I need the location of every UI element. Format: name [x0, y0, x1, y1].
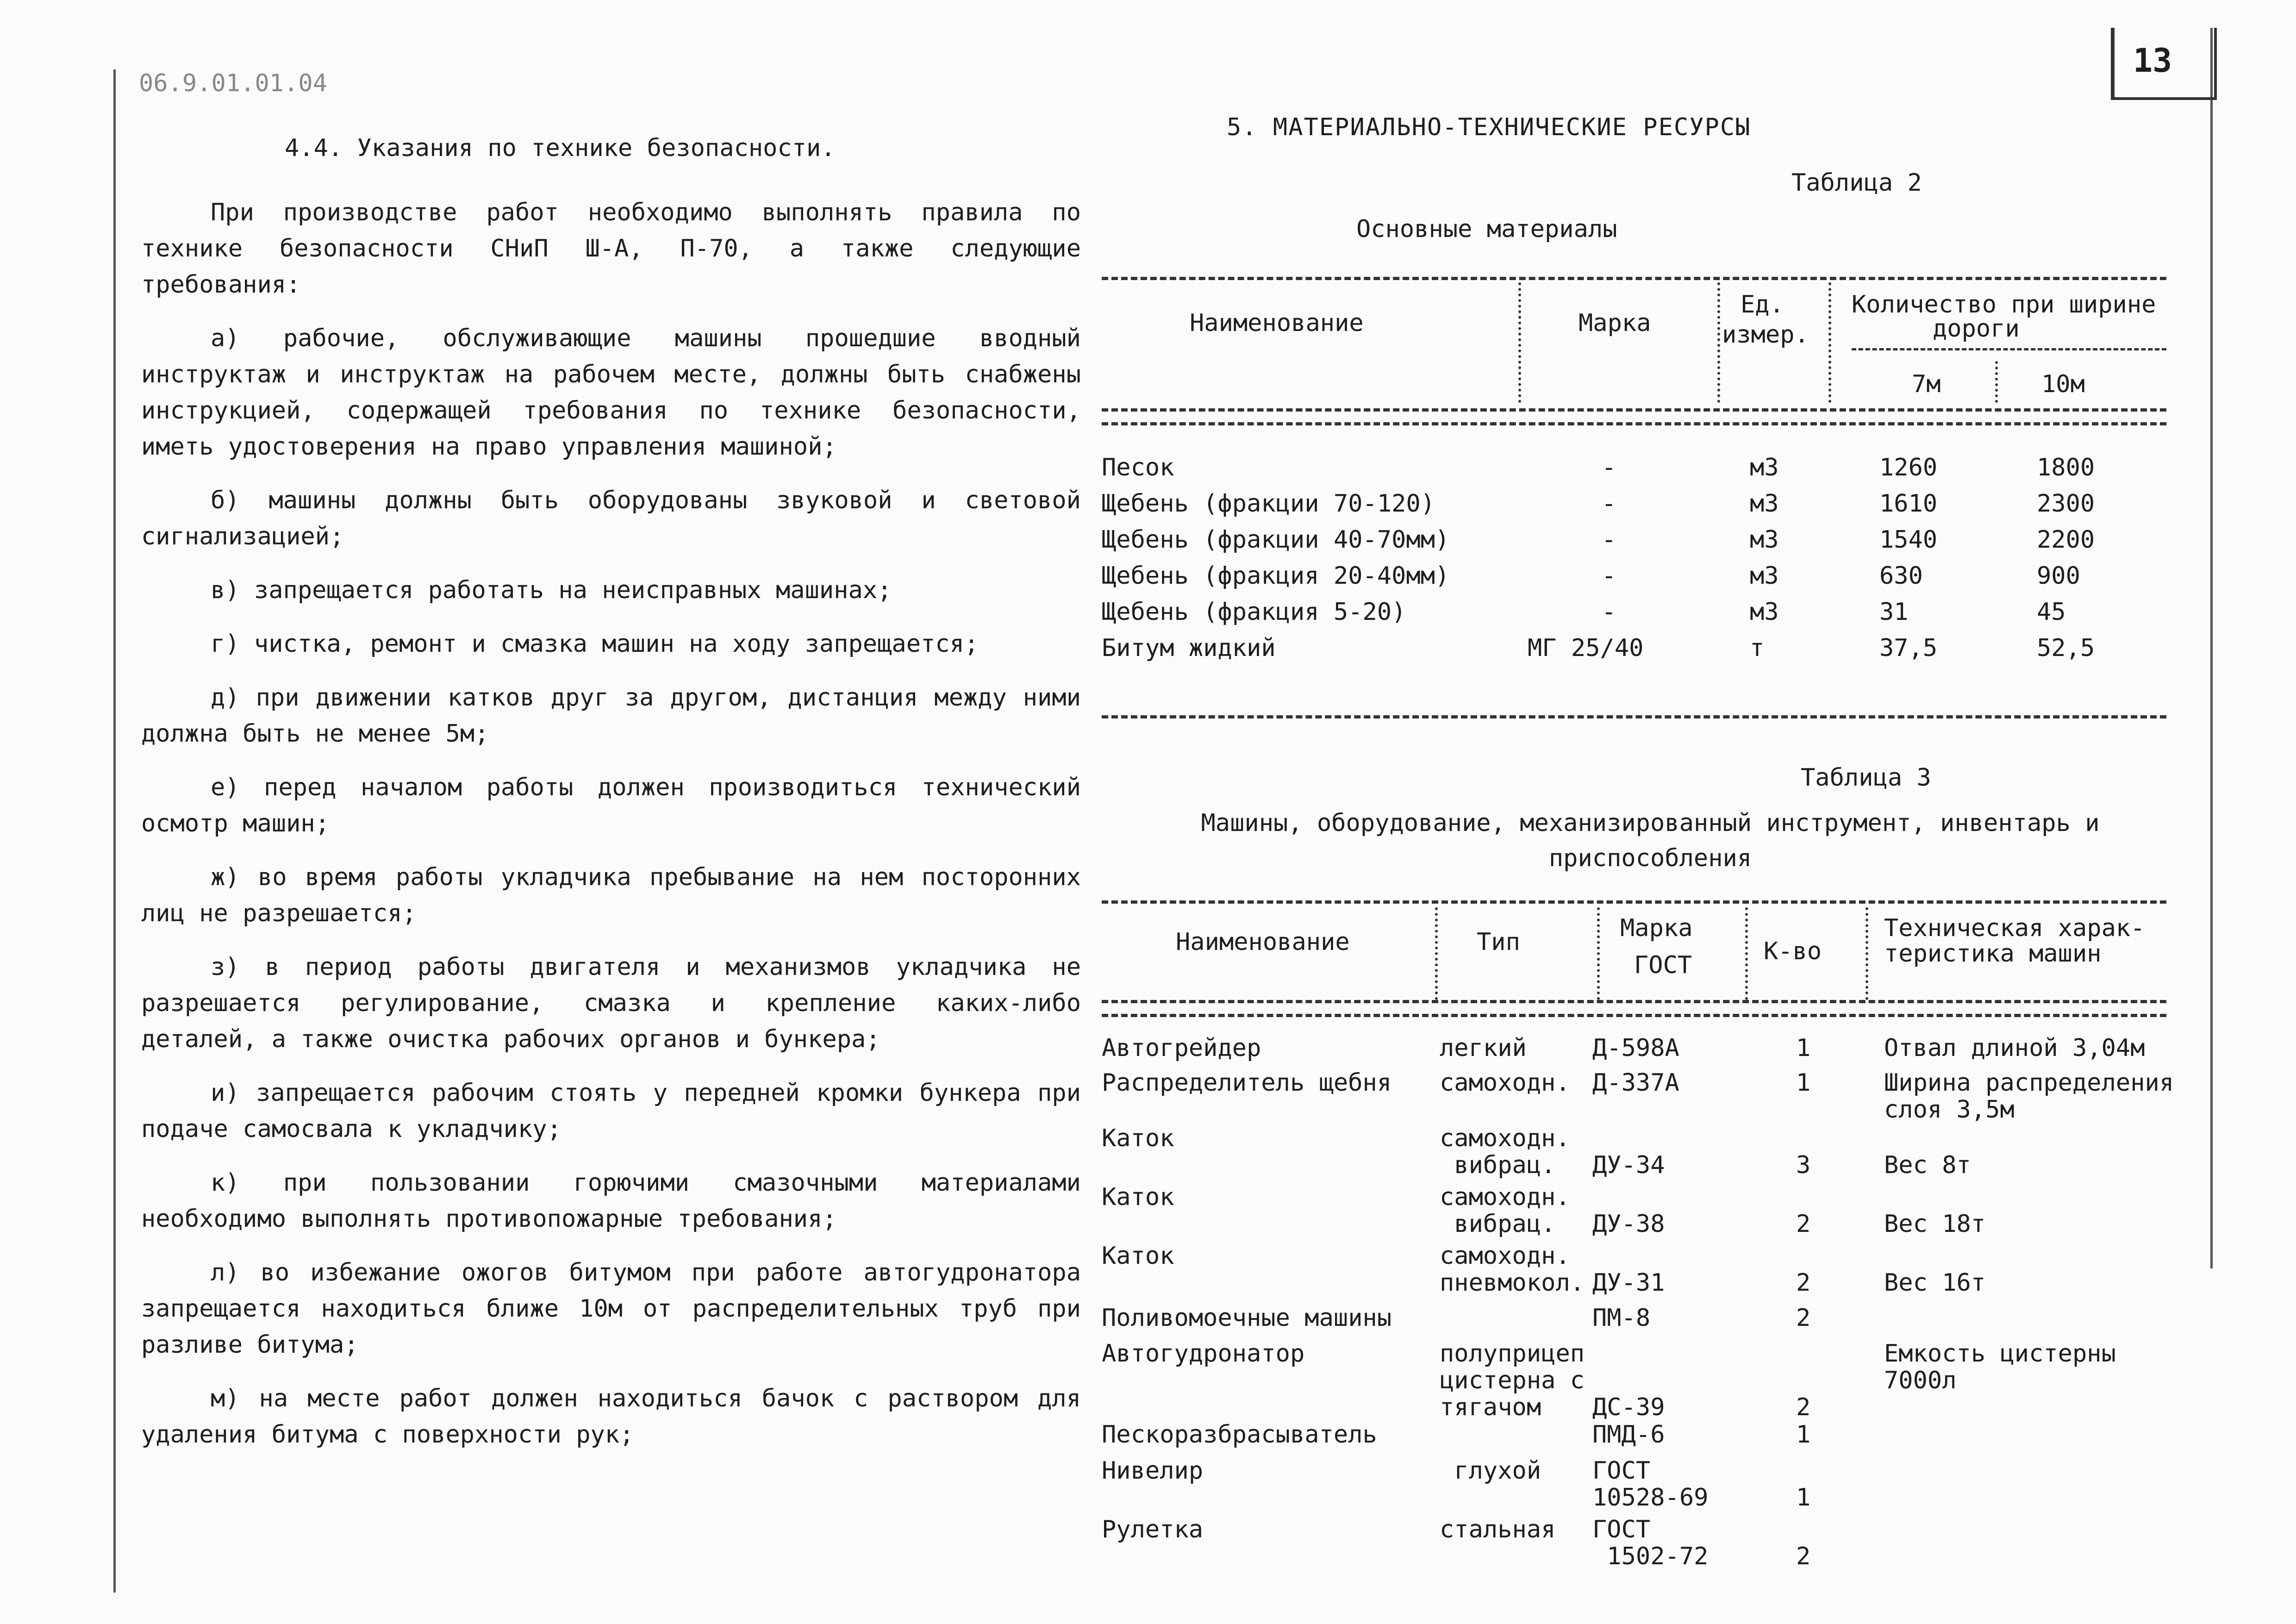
table2-header-rule: [1102, 408, 2166, 412]
machine-name: Поливомоечные машины: [1102, 1304, 1392, 1332]
table3-header-gost: ГОСТ: [1634, 951, 1692, 979]
table2-header-width-7: 7м: [1912, 370, 1941, 398]
machine-name: Автогрейдер: [1102, 1034, 1261, 1062]
machine-brand: ПМ-8: [1592, 1304, 1651, 1332]
machine-spec: Вес 16т: [1884, 1269, 1986, 1297]
safety-paragraph: к) при пользовании горючими смазочными материалами необходимо выполнять противопожарные требования;: [141, 1169, 1081, 1233]
machine-qty: 3: [1796, 1151, 1811, 1179]
machine-type: самоходн. вибрац.: [1440, 1183, 1570, 1238]
machine-brand: Д-337А: [1592, 1069, 1679, 1097]
machine-type: легкий: [1440, 1034, 1527, 1062]
material-brand: -: [1602, 562, 1616, 590]
machine-type: глухой: [1440, 1457, 1541, 1485]
material-brand: -: [1602, 454, 1616, 481]
material-brand: -: [1602, 526, 1616, 554]
table2-header-qty-2: дороги: [1933, 315, 2020, 343]
material-qty-10m: 45: [2037, 598, 2066, 626]
machine-spec: Отвал длиной 3,04м: [1884, 1034, 2145, 1062]
machine-spec: Вес 8т: [1884, 1151, 1971, 1179]
table2-header-unit-2: измер.: [1722, 321, 1809, 349]
table3-col-divider: [1435, 907, 1438, 1000]
material-unit: м3: [1750, 454, 1779, 481]
safety-section: [141, 134, 1081, 1470]
table2-header-brand: Марка: [1578, 309, 1651, 337]
machine-type: стальная: [1440, 1516, 1556, 1543]
machine-spec: Емкость цистерны 7000л: [1884, 1340, 2116, 1394]
safety-paragraph: м) на месте работ должен находиться бачок с раствором для удаления битума с поверхности рук;: [141, 1385, 1081, 1449]
machine-qty: 1: [1796, 1034, 1811, 1062]
table-row: [1102, 526, 2190, 558]
material-name: Песок: [1102, 454, 1174, 481]
material-qty-7m: 630: [1879, 562, 1923, 590]
machine-qty: 2: [1796, 1304, 1811, 1332]
safety-paragraph: д) при движении катков друг за другом, дистанция между ними должна быть не менее 5м;: [141, 684, 1081, 748]
material-brand: МГ 25/40: [1528, 634, 1644, 662]
section-title: 5. МАТЕРИАЛЬНО-ТЕХНИЧЕСКИЕ РЕСУРСЫ: [1227, 113, 1751, 141]
machine-name: Каток: [1102, 1124, 1174, 1152]
table2-header-rule: [1102, 422, 2166, 425]
machine-name: Распределитель щебня: [1102, 1069, 1392, 1097]
machine-name: Каток: [1102, 1183, 1174, 1211]
machine-type: самоходн. вибрац.: [1440, 1124, 1570, 1179]
machine-type: полуприцеп цистерна с тягачом: [1440, 1340, 1585, 1421]
machine-qty: 2: [1796, 1393, 1811, 1421]
table3-number: Таблица 3: [1801, 764, 1931, 792]
table3-top-rule: [1102, 900, 2166, 904]
material-brand: -: [1602, 490, 1616, 518]
table3-header-qty: К-во: [1764, 937, 1822, 965]
page-number-box: [2111, 28, 2217, 100]
machine-name: Пескоразбрасыватель: [1102, 1421, 1377, 1449]
safety-heading: 4.4. Указания по технике безопасности.: [285, 134, 836, 162]
table2-subheader-rule: [1852, 348, 2166, 350]
table-row: [1102, 598, 2190, 631]
safety-paragraph: а) рабочие, обслуживающие машины прошедшие вводный инструктаж и инструктаж на рабочем месте, должны быть снабжены инструкцией, содержащей требования по технике безопасности, иметь удостоверения на право управления машиной;: [141, 325, 1081, 461]
machine-name: Рулетка: [1102, 1516, 1204, 1543]
page-number: 13: [2133, 42, 2172, 80]
material-qty-7m: 31: [1879, 598, 1909, 626]
table2-header-width-10: 10м: [2041, 370, 2085, 398]
machine-brand: ГОСТ 1502-72: [1592, 1516, 1709, 1570]
machine-qty: 1: [1796, 1069, 1811, 1097]
material-qty-10m: 900: [2037, 562, 2080, 590]
machine-qty: 2: [1796, 1543, 1811, 1570]
machine-qty: 2: [1796, 1269, 1811, 1297]
material-name: Щебень (фракция 5-20): [1102, 598, 1406, 626]
table2-number: Таблица 2: [1791, 169, 1922, 197]
table2-bottom-rule: [1102, 715, 2166, 718]
material-unit: м3: [1750, 562, 1779, 590]
table2-header-qty: Количество при ширине: [1852, 291, 2156, 319]
machine-brand: Д-598А: [1592, 1034, 1679, 1062]
table3-col-divider: [1597, 907, 1600, 1000]
table3-col-divider: [1745, 907, 1748, 1000]
table2-col-divider: [1717, 282, 1720, 403]
right-margin-line: [2210, 28, 2213, 1268]
table-row: [1102, 490, 2190, 522]
machine-brand: ГОСТ 10528-69: [1592, 1457, 1709, 1512]
safety-paragraph: з) в период работы двигателя и механизмов укладчика не разрешается регулирование, смазка и крепление каких-либо деталей, а также очистка рабочих органов и бункера;: [141, 953, 1081, 1053]
machine-name: Нивелир: [1102, 1457, 1204, 1485]
machine-name: Автогудронатор: [1102, 1340, 1305, 1368]
table2-col-divider: [1995, 361, 1998, 403]
material-name: Щебень (фракции 40-70мм): [1102, 526, 1450, 554]
machine-type: самоходн. пневмокол.: [1440, 1242, 1585, 1297]
material-qty-7m: 1610: [1879, 490, 1938, 518]
machine-brand: ПМД-6: [1592, 1421, 1665, 1449]
safety-paragraph: л) во избежание ожогов битумом при работе автогудронатора запрещается находиться ближе 10м от распределительных труб при разливе битума;: [141, 1259, 1081, 1359]
machine-qty: 1: [1796, 1421, 1811, 1449]
table-row: [1102, 634, 2190, 667]
machine-qty: 2: [1796, 1210, 1811, 1238]
table2-top-rule: [1102, 277, 2166, 280]
machine-name: Каток: [1102, 1242, 1174, 1270]
material-qty-10m: 52,5: [2037, 634, 2095, 662]
machine-spec: Ширина распределения слоя 3,5м: [1884, 1069, 2174, 1124]
table3-header-rule: [1102, 1000, 2166, 1003]
table3-header-type: Тип: [1477, 928, 1520, 956]
table2-col-divider: [1828, 282, 1831, 403]
table2-header-unit: Ед.: [1741, 291, 1784, 319]
safety-paragraph: г) чистка, ремонт и смазка машин на ходу запрещается;: [211, 630, 979, 658]
table3-header-spec-2: теристика машин: [1884, 940, 2102, 968]
material-brand: -: [1602, 598, 1616, 626]
table3-header-spec: Техническая харак-: [1884, 914, 2145, 942]
material-name: Щебень (фракция 20-40мм): [1102, 562, 1450, 590]
table-row: [1102, 562, 2190, 594]
table3-caption: Машины, оборудование, механизированный инструмент, инвентарь и приспособления: [1201, 809, 2100, 872]
material-qty-10m: 2300: [2037, 490, 2095, 518]
machine-brand: ДУ-38: [1592, 1210, 1665, 1238]
material-unit: м3: [1750, 490, 1779, 518]
document-number: 06.9.01.01.04: [139, 69, 327, 97]
safety-paragraph: в) запрещается работать на неисправных машинах;: [211, 576, 892, 604]
table2-col-divider: [1518, 282, 1521, 403]
table2-header-name: Наименование: [1190, 309, 1364, 337]
safety-paragraph: При производстве работ необходимо выполнять правила по технике безопасности СНиП Ш-А, П-70, а также следующие требования:: [141, 199, 1081, 299]
material-unit: т: [1750, 634, 1765, 662]
material-qty-7m: 37,5: [1879, 634, 1938, 662]
machine-brand: ДС-39: [1592, 1393, 1665, 1421]
material-unit: м3: [1750, 526, 1779, 554]
machine-brand: ДУ-34: [1592, 1151, 1665, 1179]
table2-caption: Основные материалы: [1356, 215, 1617, 243]
machine-brand: ДУ-31: [1592, 1269, 1665, 1297]
material-unit: м3: [1750, 598, 1779, 626]
material-qty-10m: 2200: [2037, 526, 2095, 554]
safety-paragraph: е) перед началом работы должен производиться технический осмотр машин;: [141, 774, 1081, 837]
left-margin-line: [113, 69, 116, 1593]
material-name: Щебень (фракции 70-120): [1102, 490, 1435, 518]
table3-header-rule: [1102, 1014, 2166, 1017]
material-qty-7m: 1540: [1879, 526, 1938, 554]
material-qty-10m: 1800: [2037, 454, 2095, 481]
table3-header-brand: Марка: [1620, 914, 1693, 942]
machine-qty: 1: [1796, 1484, 1811, 1512]
material-name: Битум жидкий: [1102, 634, 1276, 662]
table3-header-name: Наименование: [1176, 928, 1350, 956]
safety-paragraph: ж) во время работы укладчика пребывание на нем посторонних лиц не разрешается;: [141, 863, 1081, 927]
machine-type: самоходн.: [1440, 1069, 1570, 1097]
safety-paragraph: и) запрещается рабочим стоять у передней кромки бункера при подаче самосвала к укладчику;: [141, 1079, 1081, 1143]
table3-col-divider: [1866, 907, 1868, 1000]
material-qty-7m: 1260: [1879, 454, 1938, 481]
safety-paragraph: б) машины должны быть оборудованы звуковой и световой сигнализацией;: [141, 487, 1081, 550]
machine-spec: Вес 18т: [1884, 1210, 1986, 1238]
table-row: [1102, 454, 2190, 486]
